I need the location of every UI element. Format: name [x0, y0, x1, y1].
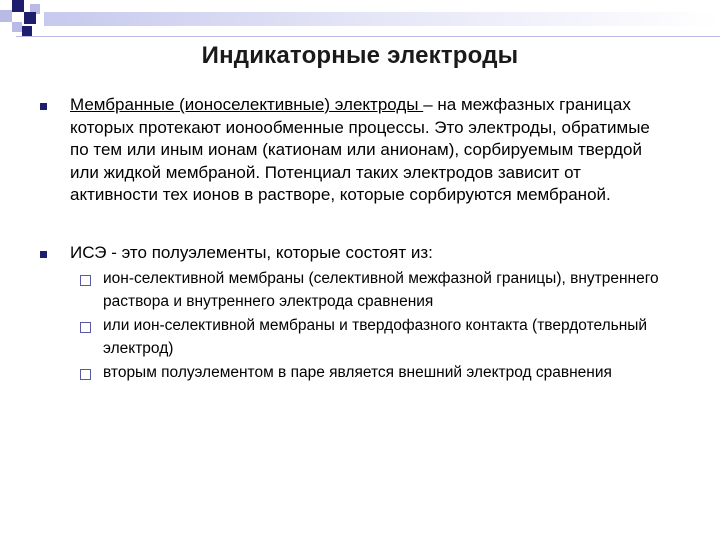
top-bar — [0, 0, 720, 38]
sub-bullet-marker — [80, 369, 91, 380]
sub-bullet-marker — [80, 275, 91, 286]
header-divider — [16, 36, 720, 37]
sub-bullet-text: ион-селективной мембраны (селективной межфазной границы), внутреннего раствора и внутреннего электрода сравнения — [103, 270, 659, 310]
slide-title: Индикаторные электроды — [201, 42, 519, 69]
header-gradient-band — [44, 12, 720, 26]
bullet-text — [70, 94, 670, 207]
sub-bullet-text: или ион-селективной мембраны и твердофазного контакта (твердотельный электрод) — [103, 317, 648, 357]
bullet-term: Мембранные (ионоселективные) электроды — [70, 95, 424, 114]
sub-bullet-text: вторым полуэлементом в паре является внешний электрод сравнения — [103, 364, 612, 381]
bullet-marker — [40, 103, 47, 110]
bullet-marker — [40, 251, 47, 258]
bullet-definition: – на межфазных границах которых протекают ионообменные процессы. Это электроды, обратимые по тем или иным ионам (катионам или анионам), сорбируемым твердой или жидкой мембраной. Потенциал таких электродов зависит от активности тех ионов в растворе, которые сорбируются мембраной. — [70, 95, 650, 204]
sub-bullet-marker — [80, 322, 91, 333]
bullet-text: ИСЭ - это полуэлементы, которые состоят из: — [70, 243, 433, 262]
